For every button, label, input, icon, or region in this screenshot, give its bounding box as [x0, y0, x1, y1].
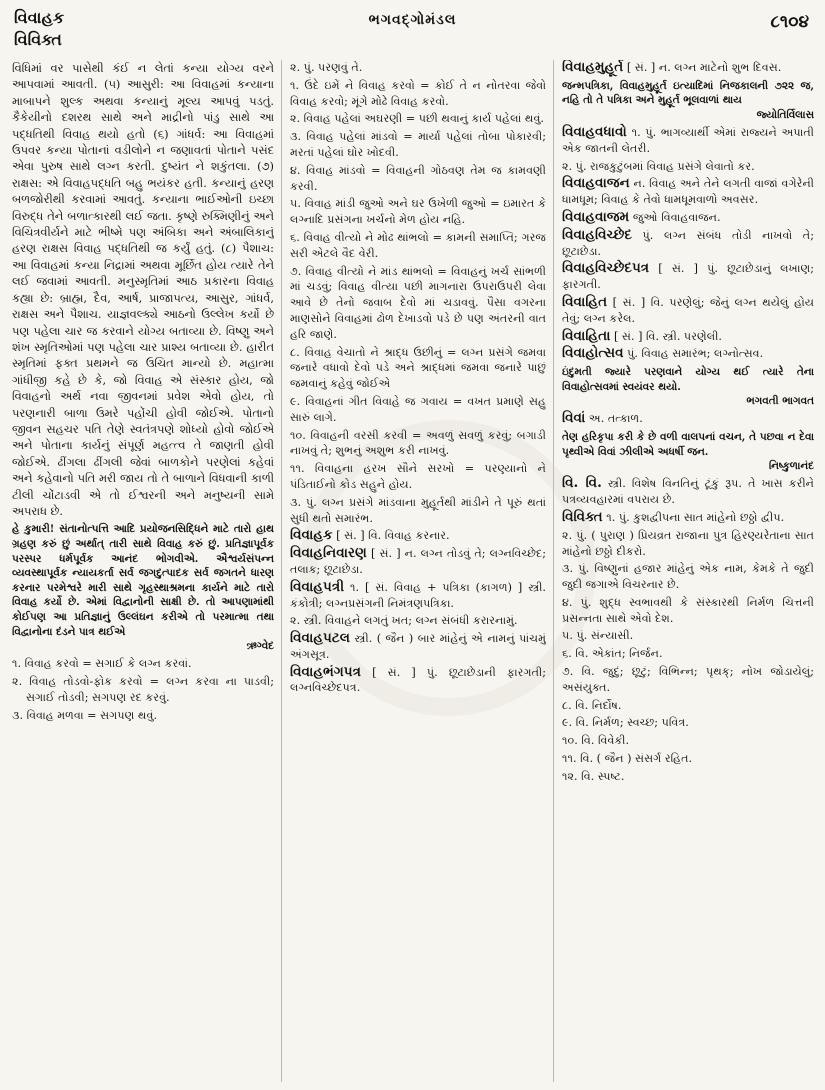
dictionary-entry: [290, 528, 546, 544]
definition: ૧. પું. કુશદ્વીપના સાત માંહેનો છઠ્ઠો દ્વીપ.: [602, 510, 785, 524]
sense-item: ૧૨. વિ. સ્પષ્ટ.: [562, 769, 625, 783]
sense-item: ૭. વિ. જુદું; છૂટું; વિભિન્ન; પૃથક્; નોખ જોડાયેલું; અસંયુક્ત.: [562, 665, 814, 694]
dictionary-entry: [562, 476, 814, 508]
headword: વિવાહવિચ્છેદ: [562, 226, 632, 243]
headword: વિવાહપટલ: [290, 630, 351, 647]
definition: અ. તત્કાળ.: [585, 412, 643, 426]
sense-item: ૨. વિવાહ પહેલાં અઘરણી = પછી થવાનું કાર્ય પહેલાં થવું.: [290, 112, 544, 126]
sense-item: ૩. પું. વિષ્ણુનાં હજાર માંહેનું એક નામ, કેમકે તે જુદી જુદી જગાએ વિચરનાર છે.: [562, 562, 814, 592]
column-2: [290, 60, 546, 1082]
definition: ૨. સ્ત્રી. વિવાહને લગતું ખત; લગ્ન સંબંધી કરારનામું.: [290, 614, 518, 628]
quotation: તેણ હરિકૃપા કરી કે છે વળી વાલપનાં વચન, તે પછવા ન દેવા પૃથ્વીએ વિવાં ઝીલીએ અધર્ષી જન.: [562, 431, 814, 458]
quotation: જન્મપત્રિકા, વિવાહમુહૂર્ત ઇત્યાદિમાં નિજકાલની ૭૨૨ જ, નહિ તો તે પત્રિકા અને મુહૂર્ત ભૂલવાળાં થાય: [562, 79, 814, 107]
sense-item: ૨. પું. પરણવું તે.: [290, 61, 363, 74]
headword: વિવાહવધાવો: [562, 123, 627, 140]
body-paragraph: વિધિમાં વર પાસેથી કંઈ ન લેતાં કન્યા યોગ્ય વરને આપવામાં આવતી. (૫) આસુરી: આ વિવાહમાં કન્યાના માબાપને શુલ્ક અથવા કન્યાનું મૂલ્ય આપવું પડતું. કૈકેયીનો દશરથ સાથે અને માદ્રીનો પાંડુ સાથે આ પદ્ધતિથી વિવાહ થયો હતો (૬) ગાંધર્વ: આ વિવાહમાં ઉપવર કન્યા પોતાનાં વડીલોને ન જણાવતાં પોતાને પસંદ એવા પુરુષ સાથે લગ્ન કરતી. દુષ્યંત ને શકુંતલા. (૭) રાક્ષસ: એ વિવાહપદ્ધતિ બહુ ભયંકર હતી. કન્યાનું હરણ બળજોરીથી કરવામાં આવતું. કન્યાના ભાઈઓની ઇચ્છા વિરુદ્ધ તેને બળાત્કારથી લઈ જતા. કૃષ્ણે રુક્મિણીનું અને વિચિત્રવીર્યને માટે ભીષ્મે પણ અંબિકા અને અંબાલિકાનું હરણ રાક્ષસ વિવાહ પદ્ધતિથી જ કર્યું હતું. (૮) પૈશાચ: આ વિવાહમાં કન્યા નિદ્રામાં અથવા મૂર્છિત હોય ત્યારે તેને લઈ જવામાં આવતી. મનુસ્મૃતિમાં આઠ પ્રકારના વિવાહ કહ્યા છે: બ્રાહ્મ, દૈવ, આર્ષ, પ્રાજાપત્ય, આસુર, ગાંધર્વ, રાક્ષસ અને પૈશાચ. યાજ્ઞવલ્ક્યે આઠનો ઉલ્લેખ કર્યો છે પણ પહેલા ચાર જ કરવાને યોગ્ય બતાવ્યા છે. વિષ્ણુ અને શંખ સ્મૃતિઓમાં પણ પહેલા ચાર પ્રાશ્ય બતાવ્યા છે. હારીત સ્મૃતિમાં ફક્ત પ્રથમને જ ઉચિત માન્યો છે. મહાત્મા ગાંધીજી કહે છે કે, જો વિવાહ એ સંસ્કાર હોય, જો વિવાહનો અર્થ નવા જીવનમાં પ્રવેશ એવો હોય, તો પરણનારી બાળા ઉમરે પહોંચી હોવી જોઈએ. પોતાનો જીવન સહચર પતિ તેણે સ્વતંત્રપણે શોધ્યો હોવો જોઈએ અને પોતાના કાર્યનું સંપૂર્ણ મહત્ત્વ તે જાણતી હોવી જોઈએ. ઢીંગલા ઢીંગલી જેવાં બાળકોને પરણેલાં કહેવાં અને કહેવાનો પતિ મરી જાય તો તે બાળાને વિધવાની કાળી ટીલી ચોંટાડવી એ તો ઈશ્વરની અને મનુષ્યની સામે અપરાધ છે.: [12, 61, 274, 518]
headword: વિવાહનિવારણ: [290, 545, 367, 562]
sense-item: ૫. પું. સંન્યાસી.: [562, 629, 634, 643]
dictionary-entry: [562, 411, 814, 427]
definition: પું. વિવાહ સમારંભ; લગ્નોત્સવ.: [623, 347, 764, 361]
definition: [ સં. ] વિ. સ્ત્રી. પરણેલી.: [610, 329, 722, 343]
column-1: [12, 60, 274, 1082]
dictionary-entry: [290, 546, 546, 578]
definition: ન. વિવાહ અને તેને લગતી વાજાં વગેરેની ધામધૂમ; વિવાહ કે તેવો ધામધૂમવાળો અવસર.: [562, 177, 814, 207]
sense-item: ૨. પું. ( પુરાણ ) પ્રિયવ્રત રાજાના પુત્ર હિરણ્યરેતાના સાત માંહેનો છઠ્ઠો દીકરો.: [562, 528, 814, 558]
headword: વિવાહિતા: [562, 327, 611, 344]
sense-item: ૩. વિવાહ પહેલાં માંડવો = માર્યા પહેલાં તોબા પોકારવી; મરતાં પહેલાં ઘોર ખોદવી.: [290, 130, 546, 159]
quotation-source: જ્યોતિર્વિલાસ: [756, 108, 814, 121]
sense-item: ૧. વિવાહ કરવો = સગાઈ કે લગ્ન કરવાં.: [12, 657, 192, 671]
sense-item: ૫. વિવાહ માંડી જુઓ અને ઘર ઉખેળી જુઓ = ઇમારત કે લગ્નાદિ પ્રસંગના ખર્ચનો મેળ હોય નહિ.: [290, 197, 546, 227]
sense-item: ૯. વિ. નિર્મળ; સ્વચ્છ; પવિત્ર.: [562, 716, 689, 730]
dictionary-entry: [562, 159, 814, 175]
page-number: ૮૧૦૪: [770, 12, 809, 32]
sense-item: ૭. વિવાહ વીત્યો ને માંડ થાંભલો = વિવાહનું ખર્ચ સાંભળી માં ચડવું; વિવાહ વીત્યા પછી માગનારા ઉપરાઉપરી લેવા આવે છે તેનો જવાબ દેવો માં ચડાવવું. પૈસા વગરના માણસોને વિવાહમાં ઢોળ દેખાડવો પડે છે પણ અંતરની વાત હરિ જાણે.: [290, 264, 546, 341]
sense-item: ૧૦. વિવાહની વરસી કરવી = અવળું સવળું કરવું; બગાડી નાખવું તે; શુભનું અશુભ કરી નાખવું.: [290, 428, 546, 458]
page-header: [0, 0, 825, 52]
dictionary-entry: [562, 125, 814, 157]
sense-item: ૧૦. વિ. વિવેકી.: [562, 734, 630, 748]
headword: વિવાહભંગપત્ર: [290, 663, 361, 680]
sense-item: ૮. વિવાહ વેચાતો ને શ્રાદ્ધ ઉછીનું = લગ્ન પ્રસંગે જમવા જનારે વધાવો દેવો પડે અને શ્રાદ્ધમાં જમવા જનારે પાછું જમવાનું કહેવું જોઈએ: [290, 345, 546, 391]
definition: ૧. [ સં. વિવાહ + પત્રિકા (કાગળ) ] સ્ત્રી. કંકોત્રી; લગ્નપ્રસંગની નિમંત્રણપત્રિકા.: [290, 580, 546, 610]
dictionary-entry: [562, 346, 814, 362]
book-title: ભગવદ્ગોમંડલ: [368, 12, 457, 28]
definition: ૧. પું. ભાગવ્યાર્થી એમાં રાજ્યને અપાતી એક જાતની લેતરી.: [562, 125, 814, 155]
headword: વિવાહપત્રી: [290, 578, 345, 595]
headword: વિવાહક: [290, 527, 333, 544]
definition: સ્ત્રી. વિશેષ વિનતિનું ટૂંકું રૂપ. તે ખાસ કરીને પત્રવ્યવહારમાં વપરાય છે.: [562, 477, 814, 507]
column-divider: [553, 60, 554, 1082]
guide-word-last: વિવિક્ત: [14, 30, 62, 49]
sense-item: ૩. પું. લગ્ન પ્રસંગે માંડવાના મુહૂર્તથી માંડીને તે પૂરું થતાં સુધી થતો સમારંભ.: [290, 495, 546, 525]
dictionary-entry: [290, 580, 546, 612]
dictionary-entry: [562, 261, 814, 293]
sense-item: ૪. પું. શુદ્ધ સ્વભાવથી કે સંસ્કારથી નિર્મળ ચિત્તની પ્રસન્નતા સાથે એવો દેશ.: [562, 595, 814, 625]
sense-item: ૪. વિવાહ માંડવો = વિવાહની ગોઠવણ તેમ જ કામવણી કરવી.: [290, 163, 546, 193]
definition: જુઓ વિવાહવાજન.: [629, 210, 721, 224]
sense-item: ૬. વિ. એકાંત; નિર્જન.: [562, 647, 663, 661]
headword: વિ. વિ.: [562, 475, 602, 492]
quotation-source: ઋગ્વેદ: [246, 640, 274, 653]
definition: સ્ત્રી. ( જૈન ) બાર માંહેનું એ નામનું પાંચમું અંગસૂત્ર.: [290, 632, 546, 661]
definition: [ સં. ] વિ. વિવાહ કરનાર.: [332, 529, 450, 543]
sense-item: ૩. વિવાહ મળવા = સગપણ થવું.: [12, 708, 158, 722]
headword: વિવાહવાજન: [562, 175, 630, 192]
definition: [ સં. ] પું. છૂટાછેડાની ફારગતી; લગ્નવિચ્છેદપત્ર.: [290, 665, 546, 695]
sense-item: ૧૧. વિ. ( જૈન ) સંસર્ગ રહિત.: [562, 752, 693, 766]
dictionary-entry: [562, 329, 814, 345]
sense-item: ૧. ઉંદે ઇમેં ને વિવાહ કરવો = કોઈ તે ન નોતરવા જેવો વિવાહ કરવો; મૂંગે મોઢે વિવાહ કરવો.: [290, 78, 546, 108]
headword: વિવિક્ત: [562, 508, 603, 525]
dictionary-entry: [562, 176, 814, 208]
headword: વિવાહમુહૂર્ત: [562, 60, 624, 75]
sense-item: ૧૧. વિવાહના હરખ સૌને સરખો = પરણ્યાનો ને પંડિતાઈનો કોડ સહુને હોય.: [290, 462, 546, 491]
column-3: [562, 60, 814, 1082]
dictionary-entry: [562, 510, 814, 526]
sense-item: ૨. વિવાહ તોડવો-ફોક કરવો = લગ્ન કરવા ના પાડવી; સગાઈ તોડવી; સગપણ રદ કરવું.: [12, 674, 274, 704]
dictionary-entry: [562, 60, 814, 76]
sense-item: ૮. વિ. નિર્દોષ.: [562, 698, 622, 712]
quotation: ઇંદુમતી જ્યારે પરણવાને યોગ્ય થઈ ત્યારે તેના વિવાહોત્સવમાં સ્વયંવર થયો.: [562, 366, 814, 393]
dictionary-entry: [290, 613, 546, 629]
sense-item: ૯. વિવાહનાં ગીત વિવાહે જ ગવાય = વખત પ્રમાણે સહુ સારું લાગે.: [290, 394, 546, 424]
headword: વિવાહિત: [562, 293, 608, 310]
headword: વિવાહવાજમ: [562, 208, 630, 225]
dictionary-entry: [562, 228, 814, 260]
quotation-source: ભગવતી ભાગવત: [746, 395, 814, 408]
definition: [ સં. ] ન. લગ્ન માટેનો શુભ દિવસ.: [623, 61, 782, 74]
quotation-source: નિષ્કુળાનંદ: [768, 460, 814, 473]
dictionary-entry: [290, 631, 546, 663]
dictionary-entry: [290, 665, 546, 697]
headword: વિવાહવિચ્છેદપત્ર: [562, 260, 650, 277]
guide-word-first: વિવાહક: [14, 8, 65, 27]
dictionary-entry: [562, 210, 814, 226]
definition: [ સં. ] પું. છૂટાછેડાનું લખાણ; ફારગતી.: [562, 262, 814, 292]
definition: પું. લગ્ન સંબંધ તોડી નાખવો તે; છૂટાછેડા.: [562, 228, 814, 258]
definition: [ સં. ] વિ. પરણેલું; જેનું લગ્ન થયેલું હોય તેવું; લગ્ન કરેલ.: [562, 295, 814, 325]
sense-item: ૬. વિવાહ વીત્યો ને મોઢ થાંભલો = કામની સમાપ્તિ; ગરજ સરી એટલે વૈદ વેરી.: [290, 230, 546, 260]
headword: વિવાહોત્સવ: [562, 345, 624, 362]
definition: ૨. પું. રાજકુટુંબમાં વિવાહ પ્રસંગે લેવાતો કર.: [562, 159, 755, 173]
quotation: હે કુમારી! સંતાનોત્પત્તિ આદિ પ્રયોજનસિદ્ધિને માટે તારો હાથ ગ્રહણ કરું છું અર્થાત્ તારી સાથે વિવાહ કરું છું. પ્રતિજ્ઞાપૂર્વક પરસ્પર ધર્મપૂર્વક આનંદ ભોગવીએ. ઐશ્વર્યસંપન્ન વ્યવસ્થાપૂર્વક ન્યાયકર્તા સર્વ જગદુત્પાદક સર્વ જગતને ધારણ કરનાર પરમેશ્વરે મારી સાથે ગૃહસ્થાશ્રમના કાર્યને માટે તારો વિવાહ કર્યો છે. એમાં વિદ્વાનોની સાક્ષી છે. તો આપણામાંથી કોઈપણ આ પ્રતિજ્ઞાનું ઉલ્લંઘન કરીએ તો પરમાત્મા તથા વિદ્વાનોના દંડને પાત્ર થઈએ: [12, 523, 274, 638]
definition: [ સં. ] ન. લગ્ન તોડવું તે; લગ્નવિચ્છેદ; તલાક; છૂટાછેડા.: [290, 547, 546, 576]
dictionary-entry: [562, 295, 814, 327]
headword: વિવાં: [562, 410, 586, 427]
column-divider: [281, 60, 282, 1082]
